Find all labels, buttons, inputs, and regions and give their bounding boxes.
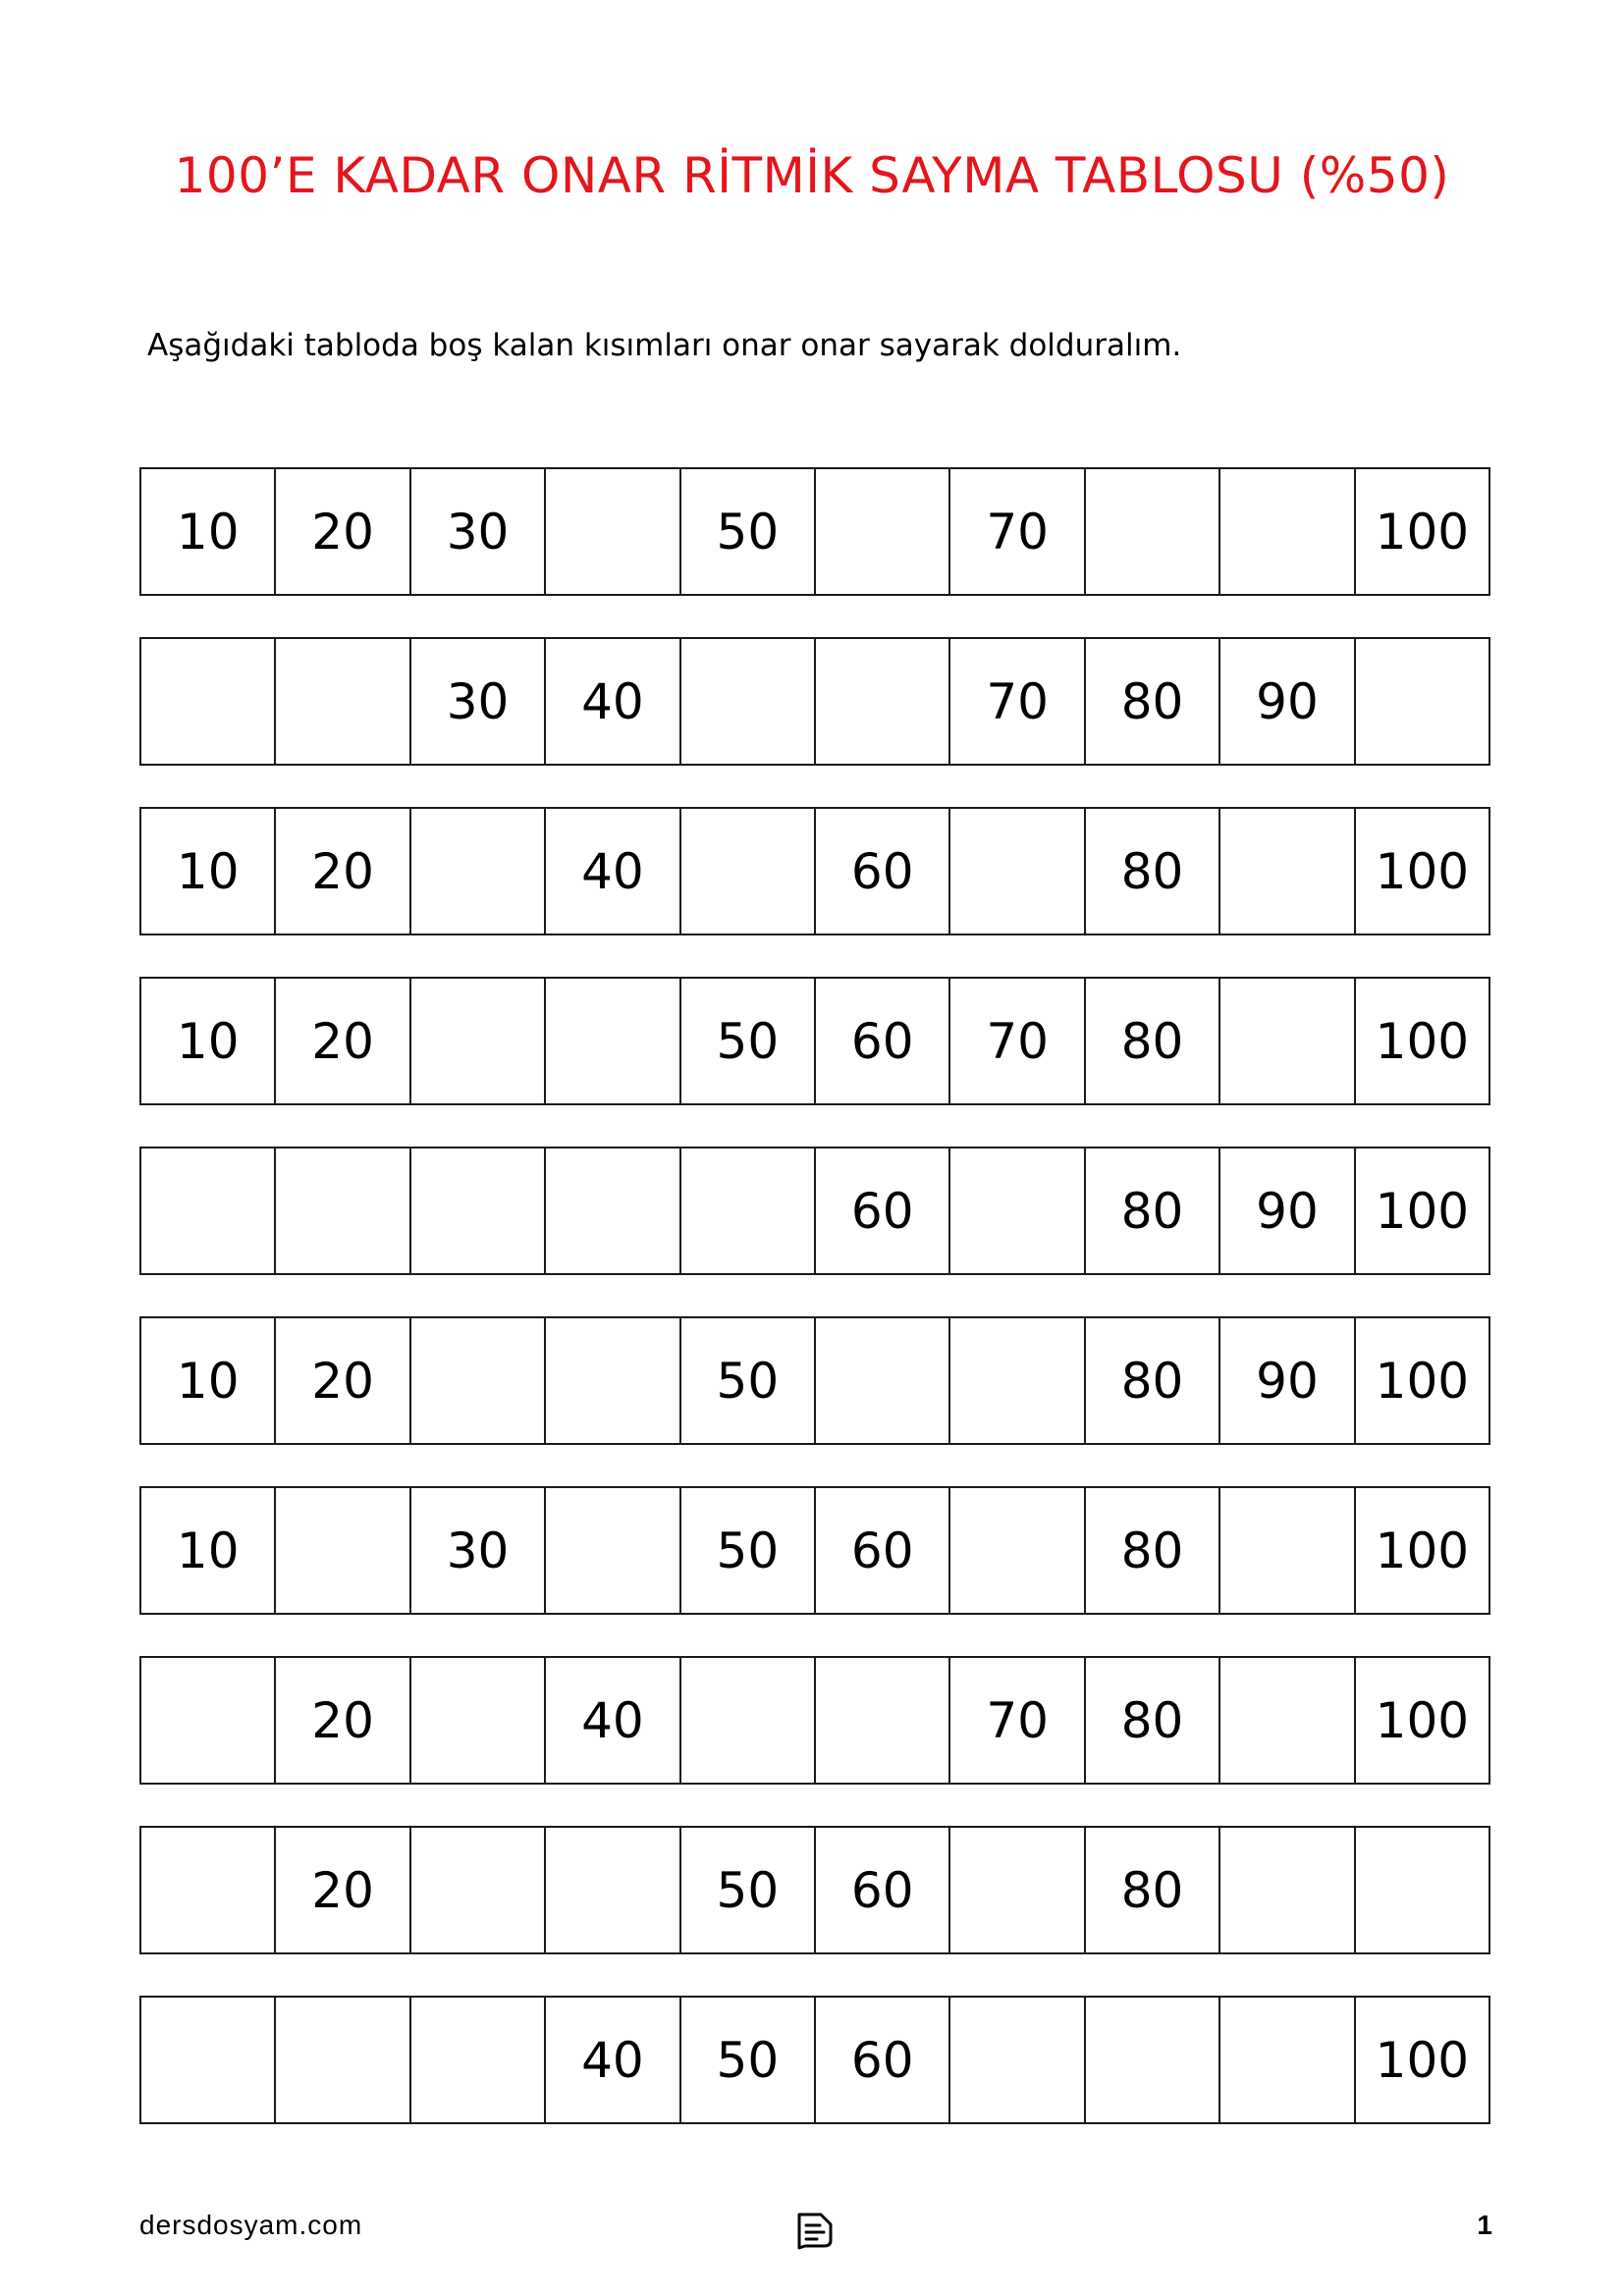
empty-cell[interactable] — [1356, 639, 1489, 764]
number-cell: 30 — [411, 1488, 546, 1613]
number-cell: 80 — [1086, 639, 1220, 764]
empty-cell[interactable] — [546, 979, 680, 1103]
number-cell: 80 — [1086, 1828, 1220, 1952]
number-cell: 10 — [141, 469, 276, 594]
empty-cell[interactable] — [816, 1658, 950, 1783]
empty-cell[interactable] — [1220, 469, 1355, 594]
empty-cell[interactable] — [1220, 1998, 1355, 2122]
empty-cell[interactable] — [141, 1828, 276, 1952]
empty-cell[interactable] — [141, 1658, 276, 1783]
number-cell: 100 — [1375, 1522, 1470, 1579]
number-cell: 80 — [1086, 979, 1220, 1103]
number-cell: 60 — [816, 809, 950, 934]
empty-cell[interactable] — [681, 639, 816, 764]
empty-cell[interactable] — [1220, 1658, 1355, 1783]
empty-cell[interactable] — [276, 1148, 410, 1273]
empty-cell[interactable] — [950, 1148, 1085, 1273]
table-row — [139, 637, 1490, 766]
number-cell: 10 — [141, 809, 276, 934]
number-cell: 50 — [681, 1488, 816, 1613]
number-cell: 50 — [681, 1998, 816, 2122]
empty-cell[interactable] — [1220, 1828, 1355, 1952]
number-cell: 40 — [546, 1998, 680, 2122]
empty-cell[interactable] — [411, 1318, 546, 1443]
number-cell: 40 — [546, 639, 680, 764]
number-cell: 100 — [1375, 2031, 1470, 2089]
number-cell: 100 — [1375, 1691, 1470, 1749]
empty-cell[interactable] — [141, 1148, 276, 1273]
number-cell: 10 — [141, 1488, 276, 1613]
table-row — [139, 1826, 1490, 1954]
number-cell: 40 — [546, 809, 680, 934]
empty-cell[interactable] — [681, 1148, 816, 1273]
number-cell: 60 — [816, 1148, 950, 1273]
number-cell: 20 — [276, 809, 410, 934]
number-cell: 80 — [1086, 809, 1220, 934]
number-cell: 70 — [950, 469, 1085, 594]
empty-cell[interactable] — [816, 1318, 950, 1443]
table-row — [139, 1656, 1490, 1785]
number-cell: 50 — [681, 979, 816, 1103]
table-row — [139, 977, 1490, 1105]
empty-cell[interactable] — [950, 1998, 1085, 2122]
document-chat-icon — [793, 2211, 837, 2250]
number-cell: 20 — [276, 1658, 410, 1783]
number-cell: 100 — [1375, 842, 1470, 900]
number-cell: 70 — [950, 979, 1085, 1103]
counting-table — [139, 467, 1490, 2165]
empty-cell[interactable] — [1220, 1488, 1355, 1613]
number-cell: 30 — [411, 469, 546, 594]
table-row — [139, 1486, 1490, 1615]
table-row — [139, 467, 1490, 596]
page-number: 1 — [1477, 2210, 1492, 2240]
empty-cell[interactable] — [276, 1998, 410, 2122]
footer-site: dersdosyam.com — [139, 2210, 363, 2240]
number-cell: 100 — [1375, 1182, 1470, 1240]
empty-cell[interactable] — [1356, 1828, 1489, 1952]
empty-cell[interactable] — [681, 1658, 816, 1783]
number-cell: 30 — [411, 639, 546, 764]
number-cell: 80 — [1086, 1148, 1220, 1273]
number-cell: 100 — [1375, 1012, 1470, 1070]
empty-cell[interactable] — [1086, 1998, 1220, 2122]
empty-cell[interactable] — [950, 809, 1085, 934]
number-cell: 70 — [950, 639, 1085, 764]
empty-cell[interactable] — [411, 1658, 546, 1783]
empty-cell[interactable] — [1086, 469, 1220, 594]
number-cell: 80 — [1086, 1318, 1220, 1443]
table-row — [139, 1996, 1490, 2124]
empty-cell[interactable] — [950, 1828, 1085, 1952]
number-cell: 90 — [1220, 639, 1355, 764]
empty-cell[interactable] — [546, 1828, 680, 1952]
empty-cell[interactable] — [546, 1318, 680, 1443]
empty-cell[interactable] — [141, 1998, 276, 2122]
number-cell: 90 — [1220, 1318, 1355, 1443]
table-row — [139, 1316, 1490, 1445]
instruction-text: Aşağıdaki tabloda boş kalan kısımları onar onar sayarak dolduralım. — [147, 328, 1182, 363]
number-cell: 100 — [1375, 1352, 1470, 1410]
empty-cell[interactable] — [1220, 809, 1355, 934]
number-cell: 50 — [681, 1828, 816, 1952]
empty-cell[interactable] — [816, 639, 950, 764]
empty-cell[interactable] — [1220, 979, 1355, 1103]
page-title: 100’E KADAR ONAR RİTMİK SAYMA TABLOSU (%50) — [174, 147, 1450, 204]
empty-cell[interactable] — [816, 469, 950, 594]
number-cell: 50 — [681, 469, 816, 594]
empty-cell[interactable] — [276, 1488, 410, 1613]
empty-cell[interactable] — [546, 1488, 680, 1613]
empty-cell[interactable] — [546, 469, 680, 594]
empty-cell[interactable] — [276, 639, 410, 764]
number-cell: 80 — [1086, 1488, 1220, 1613]
table-row — [139, 1147, 1490, 1275]
empty-cell[interactable] — [411, 1148, 546, 1273]
empty-cell[interactable] — [950, 1488, 1085, 1613]
empty-cell[interactable] — [546, 1148, 680, 1273]
number-cell: 20 — [276, 1828, 410, 1952]
empty-cell[interactable] — [411, 1998, 546, 2122]
number-cell: 20 — [276, 979, 410, 1103]
number-cell: 90 — [1220, 1148, 1355, 1273]
empty-cell[interactable] — [681, 809, 816, 934]
number-cell: 20 — [276, 469, 410, 594]
empty-cell[interactable] — [411, 979, 546, 1103]
number-cell: 60 — [816, 1998, 950, 2122]
number-cell: 70 — [950, 1658, 1085, 1783]
number-cell: 20 — [276, 1318, 410, 1443]
number-cell: 10 — [141, 979, 276, 1103]
number-cell: 100 — [1375, 503, 1470, 561]
number-cell: 60 — [816, 1828, 950, 1952]
number-cell: 60 — [816, 979, 950, 1103]
number-cell: 80 — [1086, 1658, 1220, 1783]
table-row — [139, 807, 1490, 935]
number-cell: 40 — [546, 1658, 680, 1783]
number-cell: 10 — [141, 1318, 276, 1443]
empty-cell[interactable] — [411, 809, 546, 934]
empty-cell[interactable] — [950, 1318, 1085, 1443]
empty-cell[interactable] — [141, 639, 276, 764]
number-cell: 60 — [816, 1488, 950, 1613]
number-cell: 50 — [681, 1318, 816, 1443]
empty-cell[interactable] — [411, 1828, 546, 1952]
